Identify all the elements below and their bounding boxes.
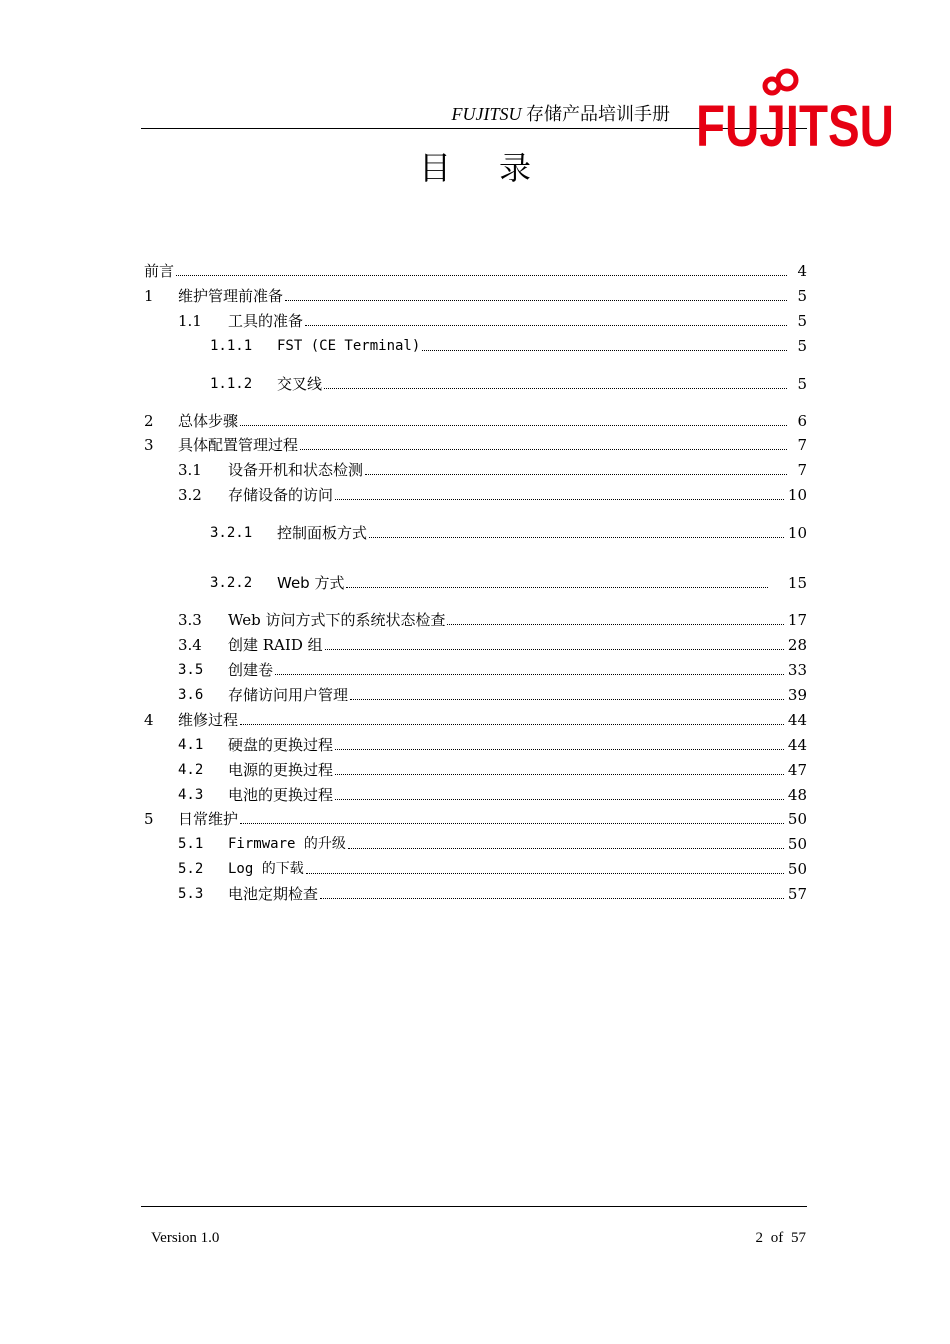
toc-number: 4: [144, 711, 154, 729]
toc-label: Log 的下载: [228, 861, 304, 877]
header-subtitle: 存储产品培训手册: [521, 104, 670, 124]
toc-entry-3-5[interactable]: [144, 655, 807, 679]
toc-page: 50: [787, 810, 807, 828]
toc-leader: [300, 449, 787, 450]
toc-leader: [365, 474, 787, 475]
toc-page: 28: [787, 636, 807, 654]
toc-label: 控制面板方式: [277, 524, 368, 542]
toc-number: 3: [144, 436, 154, 454]
toc-leader: [335, 749, 784, 750]
toc-label: 电池定期检查: [228, 885, 319, 903]
toc-page: 7: [797, 436, 807, 454]
toc-entry-3-2-1[interactable]: [144, 518, 807, 542]
toc-page: 50: [787, 835, 807, 853]
toc-number: 3.2: [178, 486, 202, 504]
toc-page: 48: [787, 786, 807, 804]
toc-leader: [305, 325, 787, 326]
toc-number: 3.2.1: [210, 525, 253, 541]
toc-page: 5: [797, 287, 807, 305]
toc-leader: [240, 724, 784, 725]
toc-label: 设备开机和状态检测: [228, 461, 364, 479]
toc-entry-1-1[interactable]: [144, 306, 807, 330]
toc-label: 硬盘的更换过程: [228, 736, 334, 754]
toc-entry-4[interactable]: [144, 705, 807, 729]
toc-page: 7: [797, 461, 807, 479]
toc-leader: [325, 649, 784, 650]
toc-entry-4-2[interactable]: [144, 755, 807, 779]
toc-leader: [350, 699, 784, 700]
toc-leader: [335, 799, 784, 800]
toc-label: Web 方式: [277, 574, 345, 592]
toc-leader: [176, 275, 787, 276]
toc-entry-3-3[interactable]: [144, 605, 807, 629]
toc-number: 5: [144, 810, 154, 828]
toc-entry-5-2[interactable]: [144, 854, 807, 878]
toc-page: 10: [787, 486, 807, 504]
toc-number: 3.5: [178, 662, 204, 678]
toc-number: 5.3: [178, 886, 204, 902]
header-brand: FUJITSU: [451, 104, 522, 124]
toc-leader: [306, 873, 784, 874]
svg-text:FUJITSU: FUJITSU: [696, 94, 894, 159]
toc-entry-3-2-2[interactable]: [144, 568, 807, 592]
toc-label: 前言: [144, 262, 175, 280]
toc-page: 10: [787, 524, 807, 542]
toc-leader: [346, 587, 767, 588]
toc-number: 1.1: [178, 312, 202, 330]
header-title: [405, 100, 670, 126]
toc-leader: [285, 300, 787, 301]
toc-label: Web 访问方式下的系统状态检查: [228, 611, 446, 629]
toc-entry-1-1-1[interactable]: [144, 331, 807, 355]
toc-number: 3.3: [178, 611, 202, 629]
toc-leader: [324, 388, 787, 389]
toc-entry-5-1[interactable]: [144, 829, 807, 853]
toc-number: 3.6: [178, 687, 204, 703]
toc-page: 44: [787, 736, 807, 754]
toc-leader: [335, 499, 784, 500]
toc-page: 44: [787, 711, 807, 729]
toc-leader: [240, 823, 784, 824]
toc-number: 3.1: [178, 461, 202, 479]
toc-page: 6: [797, 412, 807, 430]
toc-page: 4: [797, 262, 807, 280]
footer-page-number: 2 of 57: [755, 1230, 806, 1246]
toc-page: 39: [787, 686, 807, 704]
toc-page: 5: [797, 312, 807, 330]
toc-leader: [422, 350, 787, 351]
toc-leader: [240, 425, 787, 426]
toc-number: 4.3: [178, 787, 204, 803]
toc-leader: [335, 774, 784, 775]
toc-label: 电池的更换过程: [228, 786, 334, 804]
toc-entry-1-1-2[interactable]: [144, 369, 807, 393]
toc-label: 维护管理前准备: [178, 287, 284, 305]
toc-number: 1.1.1: [210, 338, 253, 354]
toc-number: 1.1.2: [210, 376, 253, 392]
toc-entry-3[interactable]: [144, 430, 807, 454]
toc-label: 工具的准备: [228, 312, 304, 330]
page-title: 目录: [418, 149, 579, 187]
toc-entry-3-1[interactable]: [144, 455, 807, 479]
toc-entry-1[interactable]: [144, 281, 807, 305]
toc-label: 电源的更换过程: [228, 761, 334, 779]
toc-label: 日常维护: [178, 810, 239, 828]
toc-leader: [447, 624, 783, 625]
footer-rule: [141, 1206, 807, 1207]
toc-number: 5.2: [178, 861, 204, 877]
toc-entry-5[interactable]: [144, 804, 807, 828]
toc-page: 15: [787, 574, 807, 592]
toc-entry-3-6[interactable]: [144, 680, 807, 704]
toc-number: 4.1: [178, 737, 204, 753]
toc-entry-preface[interactable]: [144, 256, 807, 280]
toc-number: 1: [144, 287, 154, 305]
footer-version: Version 1.0: [151, 1230, 220, 1246]
toc-leader: [320, 898, 784, 899]
toc-page: 33: [787, 661, 807, 679]
toc-entry-2[interactable]: [144, 406, 807, 430]
toc-number: 3.4: [178, 636, 202, 654]
toc-number: 3.2.2: [210, 575, 253, 591]
toc-leader: [275, 674, 784, 675]
toc-entry-3-4[interactable]: [144, 630, 807, 654]
toc-page: 47: [787, 761, 807, 779]
toc-leader: [369, 537, 784, 538]
toc-number: 2: [144, 412, 154, 430]
toc-page: 17: [787, 611, 807, 629]
toc-label: Firmware 的升级: [228, 836, 346, 852]
toc-label: FST (CE Terminal): [277, 338, 421, 354]
toc-number: 5.1: [178, 836, 204, 852]
toc-page: 57: [787, 885, 807, 903]
toc-label: 存储设备的访问: [228, 486, 334, 504]
toc-label: 交叉线: [277, 375, 323, 393]
toc-entry-3-2[interactable]: [144, 480, 807, 504]
toc-entry-5-3[interactable]: [144, 879, 807, 903]
toc-label: 创建卷: [228, 661, 274, 679]
toc-label: 总体步骤: [178, 412, 239, 430]
toc-page: 50: [787, 860, 807, 878]
toc-label: 维修过程: [178, 711, 239, 729]
toc-label: 创建 RAID 组: [228, 636, 323, 654]
toc-page: 5: [797, 337, 807, 355]
toc-entry-4-3[interactable]: [144, 780, 807, 804]
toc-number: 4.2: [178, 762, 204, 778]
toc-label: 存储访问用户管理: [228, 686, 349, 704]
toc-entry-4-1[interactable]: [144, 730, 807, 754]
toc-page: 5: [797, 375, 807, 393]
toc-leader: [348, 848, 784, 849]
toc-label: 具体配置管理过程: [178, 436, 299, 454]
